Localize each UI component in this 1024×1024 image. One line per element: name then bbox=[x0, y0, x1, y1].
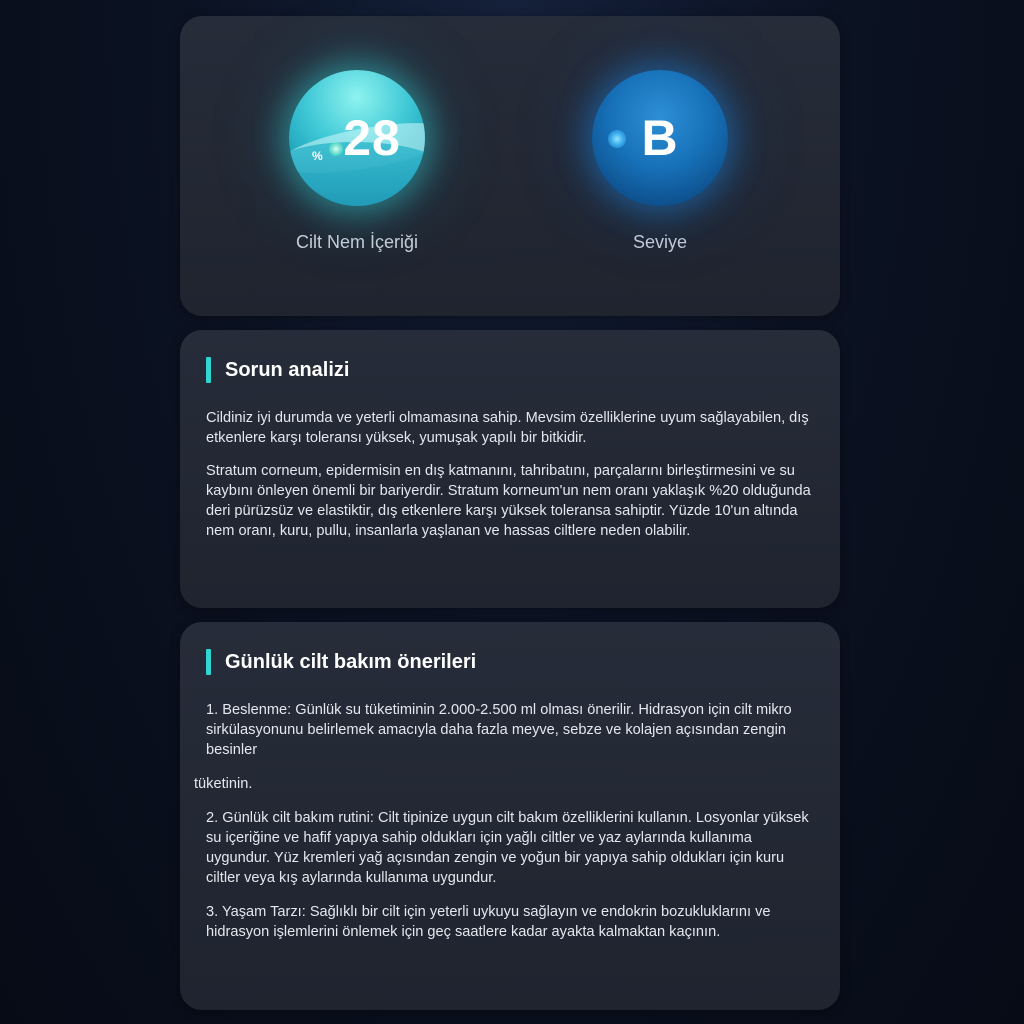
analysis-paragraph: Cildiniz iyi durumda ve yeterli olmamasına sahip. Mevsim özelliklerine uyum sağlayabilen, dış etkenlere karşı toleransı yüksek, yumuşak yapılı bir bitkidir. bbox=[206, 410, 809, 446]
level-value: B bbox=[641, 110, 679, 166]
advice-body bbox=[194, 700, 812, 942]
advice-paragraph-continuation: tüketinin. bbox=[194, 776, 253, 792]
analysis-paragraph: Stratum corneum, epidermisin en dış katmanını, tahribatını, parçalarını birleştirmesini ve su kaybını önleyen önemli bir bariyerdir. Stratum korneum'un nem oranı yaklaşık %20 olduğunda deri pürüzsüz ve elastiktir, dış etkenlere karşı yüksek toleransa sahiptir. Yüzde 10'un altında nem oranı, kuru, pullu, insanlarla yaşlanan ve hassas ciltlere neden olabilir. bbox=[206, 463, 811, 539]
analysis-title: Sorun analizi bbox=[225, 358, 350, 381]
metrics-card bbox=[180, 16, 840, 316]
analysis-card bbox=[180, 330, 840, 608]
moisture-metric bbox=[247, 70, 467, 253]
advice-card bbox=[180, 622, 840, 1010]
report-column bbox=[180, 16, 840, 1010]
level-orb bbox=[592, 70, 728, 206]
analysis-header bbox=[206, 356, 812, 384]
level-label: Seviye bbox=[632, 232, 688, 252]
advice-paragraph-lifestyle: 3. Yaşam Tarzı: Sağlıklı bir cilt için yeterli uykuyu sağlayın ve endokrin bozukluklarını ve hidrasyon işlemlerini önlemek için geç saatlere kadar ayakta kalmaktan kaçının. bbox=[206, 904, 771, 940]
advice-paragraph-routine: 2. Günlük cilt bakım rutini: Cilt tipinize uygun cilt bakım özelliklerini kullanın. Losyonlar yüksek su içeriğine ve hafif yapıya sahip oldukları için yağlı ciltler ve yaz aylarında kullanıma uygundur. Yüz kremleri yağ açısından zengin ve yoğun bir yapıya sahip oldukları için kuru ciltler veya kış aylarında kullanıma uygundur. bbox=[206, 810, 809, 886]
moisture-label: Cilt Nem İçeriği bbox=[295, 232, 419, 252]
section-accent-bar bbox=[206, 649, 211, 675]
advice-title: Günlük cilt bakım önerileri bbox=[225, 650, 477, 673]
advice-paragraph-nutrition: 1. Beslenme: Günlük su tüketiminin 2.000-2.500 ml olması önerilir. Hidrasyon için cilt mikro sirkülasyonunu belirlemek amacıyla daha fazla meyve, sebze ve kolajen açısından zengin besinler bbox=[206, 702, 792, 758]
level-metric bbox=[550, 70, 770, 253]
section-accent-bar bbox=[206, 357, 211, 383]
moisture-unit: % bbox=[312, 149, 323, 163]
analysis-body bbox=[206, 408, 812, 541]
advice-header bbox=[206, 648, 812, 676]
moisture-value: 28 bbox=[343, 110, 401, 166]
moisture-orb bbox=[289, 70, 425, 206]
